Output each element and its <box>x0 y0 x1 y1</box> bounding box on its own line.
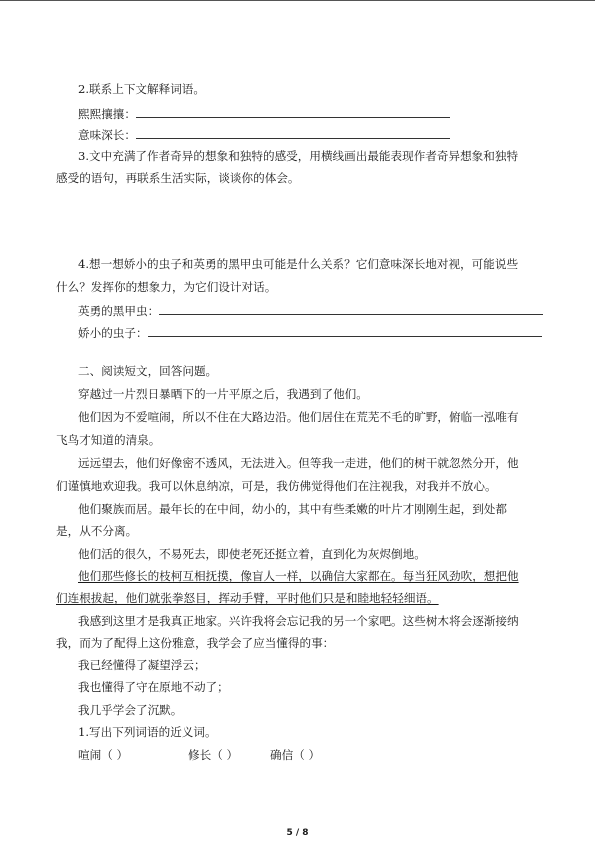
synonym-blank[interactable]: （ ） <box>211 748 239 762</box>
answer-line[interactable] <box>136 127 450 139</box>
question-4-item-1 <box>78 303 543 318</box>
synonym-item-1 <box>78 748 128 762</box>
paragraph-2-line-2: 飞鸟才知道的清泉。 <box>56 433 161 447</box>
question-1-title: 1.写出下列词语的近义词。 <box>78 725 217 739</box>
synonym-item-2 <box>188 748 238 762</box>
answer-line[interactable] <box>136 106 450 118</box>
paragraph-1: 穿越过一片烈日暴晒下的一片平原之后，我遇到了他们。 <box>78 387 368 401</box>
paragraph-6-line-1: 他们那些修长的枝柯互相抚摸，像盲人一样，以确信大家都在。每当狂风劲吹，想把他 <box>78 569 519 583</box>
paragraph-3-line-2: 们谨慎地欢迎我。我可以休息纳凉，可是，我仿佛觉得他们在注视我，对我并不放心。 <box>56 479 497 493</box>
question-4-item-1-label: 英勇的黑甲虫： <box>78 304 160 318</box>
paragraph-7-line-1: 我感到这里才是我真正地家。兴许我将会忘记我的另一个家吧。这些树木将会逐渐接纳 <box>78 614 519 628</box>
paragraph-4-line-1: 他们聚族而居。最年长的在中间，幼小的，其中有些柔嫩的叶片才刚刚生起，到处都 <box>78 502 507 516</box>
answer-line[interactable] <box>148 325 542 337</box>
question-4-item-2-label: 娇小的虫子： <box>78 326 148 340</box>
question-3-line-1: 3.文中充满了作者奇异的想象和独特的感受，用横线画出最能表现作者奇异想象和独特 <box>78 149 519 163</box>
question-2-item-2 <box>78 127 450 142</box>
question-4-line-1: 4.想一想娇小的虫子和英勇的黑甲虫可能是什么关系？它们意味深长地对视，可能说些 <box>78 257 519 271</box>
paragraph-5: 他们活的很久，不易死去，即使老死还挺立着，直到化为灰烬倒地。 <box>78 547 426 561</box>
synonym-word: 喧闹 <box>78 748 102 762</box>
paragraph-9: 我也懂得了守在原地不动了； <box>78 680 229 694</box>
paragraph-2-line-1: 他们因为不爱喧闹，所以不住在大路边沿。他们居住在荒芜不毛的旷野，俯临一泓唯有 <box>78 410 519 424</box>
answer-line[interactable] <box>159 303 543 315</box>
paragraph-7-line-2: 我，而为了配得上这份雅意，我学会了应当懂得的事： <box>56 636 335 650</box>
paragraph-6-line-2: 们连根拔起，他们就张拳怒目，挥动手臂，平时他们只是和睦地轻轻细语。 <box>56 591 439 605</box>
synonym-word: 修长 <box>188 748 212 762</box>
synonym-blank[interactable]: （ ） <box>293 748 321 762</box>
page-top-rule <box>0 0 595 1</box>
paragraph-4-line-2: 是，从不分离。 <box>56 524 138 538</box>
paragraph-10: 我几乎学会了沉默。 <box>78 703 183 717</box>
question-4-item-2 <box>78 325 542 340</box>
paragraph-3-line-1: 远远望去，他们好像密不透风，无法进入。但等我一走进，他们的树干就忽然分开，他 <box>78 456 519 470</box>
synonym-word: 确信 <box>270 748 294 762</box>
question-2-title: 2.联系上下文解释词语。 <box>78 82 205 96</box>
question-2-item-1 <box>78 106 450 121</box>
question-4-line-2: 什么？发挥你的想象力，为它们设计对话。 <box>56 280 277 294</box>
paragraph-8: 我已经懂得了凝望浮云； <box>78 658 206 672</box>
section-2-title: 二、阅读短文，回答问题。 <box>78 364 218 378</box>
question-3-line-2: 感受的语句，再联系生活实际，谈谈你的体会。 <box>56 171 300 185</box>
synonym-blank[interactable]: （ ） <box>101 748 129 762</box>
question-2-item-2-label: 意味深长： <box>78 128 136 142</box>
question-2-item-1-label: 熙熙攘攘： <box>78 107 136 121</box>
page-number: 5 / 8 <box>286 828 309 838</box>
synonym-item-3 <box>270 748 320 762</box>
